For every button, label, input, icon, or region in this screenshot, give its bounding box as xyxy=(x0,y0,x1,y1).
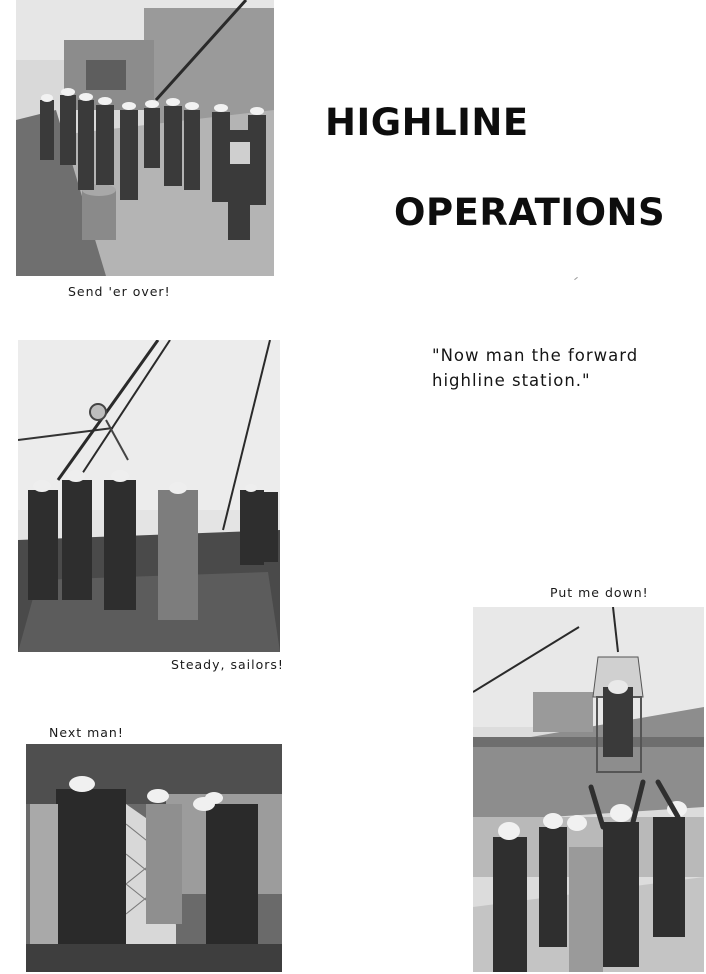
photo-next-man xyxy=(26,744,282,972)
quote-line-2: highline station." xyxy=(432,371,591,390)
photo-sailors-hauling-line xyxy=(18,340,280,652)
caption-next-man: Next man! xyxy=(49,725,124,740)
photo-sailors-on-deck xyxy=(16,0,274,276)
page-title-line-2: OPERATIONS xyxy=(394,191,666,234)
caption-send-er-over: Send 'er over! xyxy=(68,284,171,299)
page-title-line-1: HIGHLINE xyxy=(325,101,529,144)
quote-line-1: "Now man the forward xyxy=(432,346,639,365)
caption-put-me-down: Put me down! xyxy=(550,585,649,600)
caption-steady-sailors: Steady, sailors! xyxy=(171,657,284,672)
print-speck xyxy=(574,277,578,280)
command-quote xyxy=(432,343,638,393)
photo-highline-chair-transfer xyxy=(473,607,704,972)
